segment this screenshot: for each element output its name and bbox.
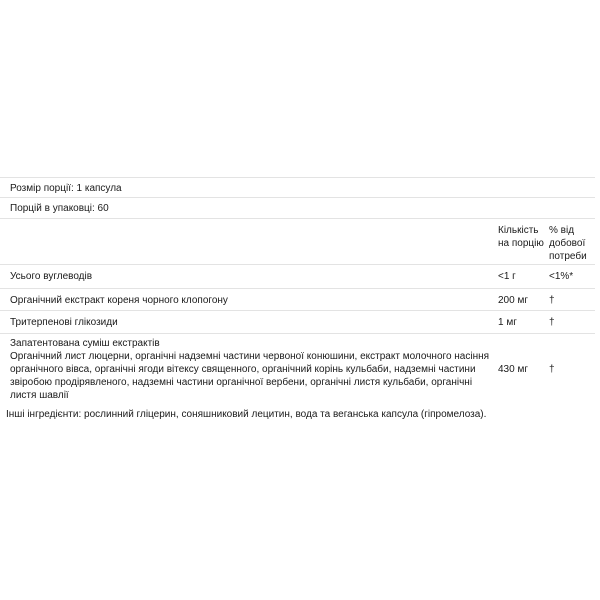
daily-value-header: % від добової потреби [549,225,587,262]
nutrient-amount: <1 г [498,271,516,282]
serving-size-row [0,177,595,198]
nutrient-name: Органічний екстракт кореня чорного клопогону [10,295,228,306]
nutrient-name: Тритерпенові глікозиди [10,317,118,328]
blend-description: Органічний лист люцерни, органічні надземні частини червоної конюшини, екстракт молочного насіння органічного вівса, органічні ягоди вітексу священного, органічний корінь кульбаби, надземні частини звіробою продірявленого, надземні частини органічної вербени, органічні листя кульбаби, органічні листя шавлії [10,351,490,401]
supplement-facts-table [0,177,595,410]
servings-per-container: Порцій в упаковці: 60 [10,203,109,214]
proprietary-blend-row [0,334,595,410]
blend-amount: 430 мг [498,364,528,375]
nutrient-name: Усього вуглеводів [10,271,93,282]
column-header-row [0,219,595,265]
blend-daily-value: † [549,364,555,375]
nutrient-row [0,265,595,289]
nutrient-amount: 200 мг [498,295,528,306]
amount-per-serving-header: Кількість на порцію [498,225,544,249]
servings-per-container-row [0,198,595,219]
nutrient-amount: 1 мг [498,317,517,328]
nutrient-daily-value: † [549,295,555,306]
blend-title: Запатентована суміш екстрактів [10,338,160,349]
nutrient-row [0,311,595,334]
nutrient-daily-value: † [549,317,555,328]
nutrient-daily-value: <1%* [549,271,574,282]
other-ingredients: Інші інгредієнти: рослинний гліцерин, соняшниковий лецитин, вода та веганська капсула (гіпромелоза). [6,409,487,420]
nutrient-row [0,289,595,311]
serving-size: Розмір порції: 1 капсула [10,183,122,194]
blend-block [10,337,492,402]
